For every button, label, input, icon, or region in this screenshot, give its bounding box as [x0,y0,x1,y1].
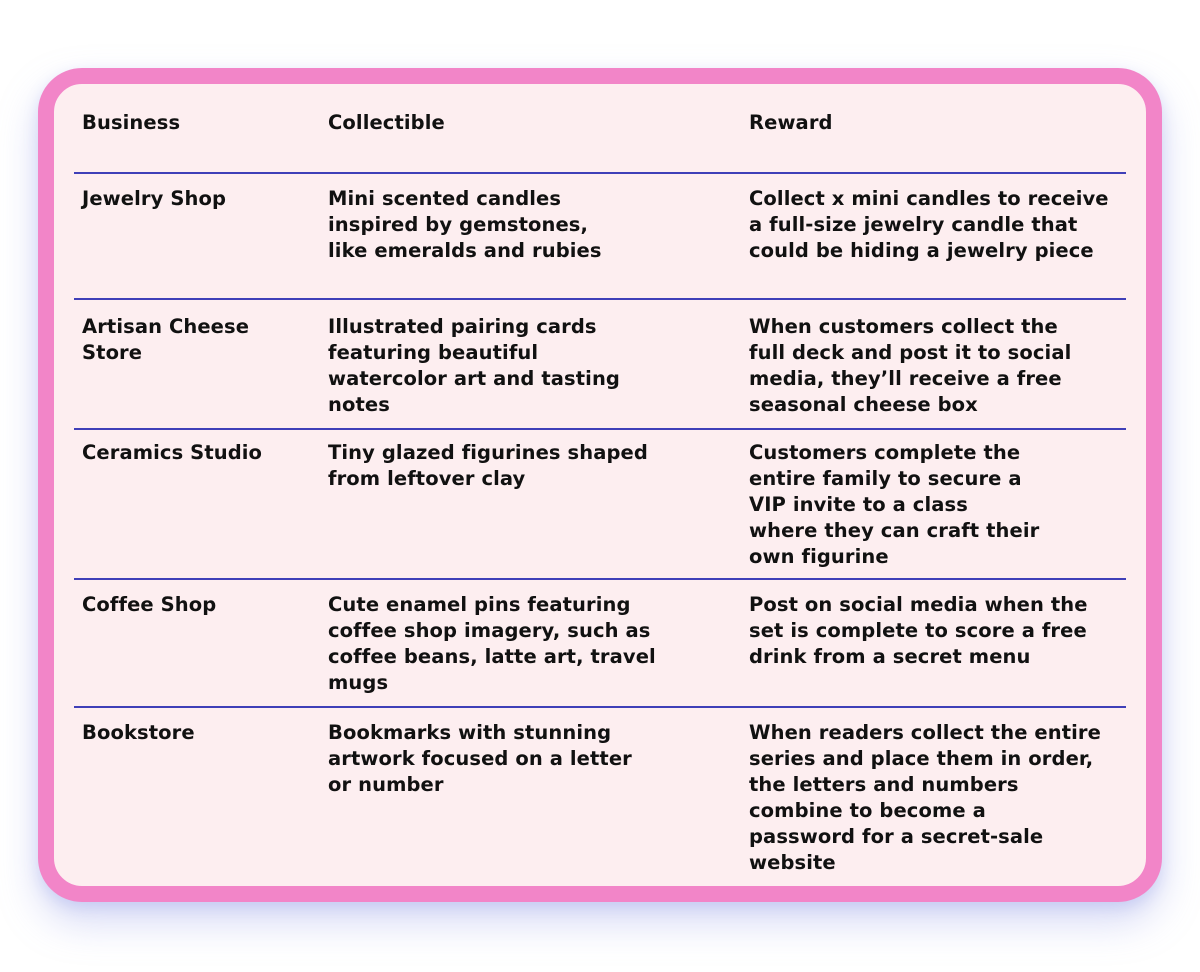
table-row [74,430,1126,580]
table-row [74,708,1126,898]
table-row [74,300,1126,430]
cell-collectible: Cute enamel pins featuring coffee shop imagery, such as coffee beans, latte art, travel mugs [328,593,656,694]
table-card [38,68,1162,902]
cell-business: Artisan Cheese Store [82,315,250,364]
cell-reward: Customers complete the entire family to secure a VIP invite to a class where they can craft their own figurine [749,441,1040,568]
cell-reward: Collect x mini candles to receive a full-size jewelry candle that could be hiding a jewelry piece [749,187,1109,262]
table-row [74,174,1126,300]
cell-business: Coffee Shop [82,593,217,616]
collectibles-table [74,106,1126,898]
header-collectible: Collectible [328,111,445,134]
cell-collectible: Illustrated pairing cards featuring beautiful watercolor art and tasting notes [328,315,620,416]
cell-reward: When customers collect the full deck and post it to social media, they’ll receive a free seasonal cheese box [749,315,1072,416]
cell-reward: Post on social media when the set is complete to score a free drink from a secret menu [749,593,1088,668]
header-reward: Reward [749,111,833,134]
table-row [74,580,1126,708]
cell-business: Jewelry Shop [82,187,227,210]
cell-business: Bookstore [82,721,195,744]
cell-business: Ceramics Studio [82,441,263,464]
cell-collectible: Tiny glazed figurines shaped from leftover clay [328,441,648,490]
table-header-row [74,106,1126,174]
header-business: Business [82,111,181,134]
cell-collectible: Bookmarks with stunning artwork focused on a letter or number [328,721,632,796]
cell-collectible: Mini scented candles inspired by gemstones, like emeralds and rubies [328,187,602,262]
cell-reward: When readers collect the entire series and place them in order, the letters and numbers combine to become a password for a secret-sale website [749,721,1101,874]
